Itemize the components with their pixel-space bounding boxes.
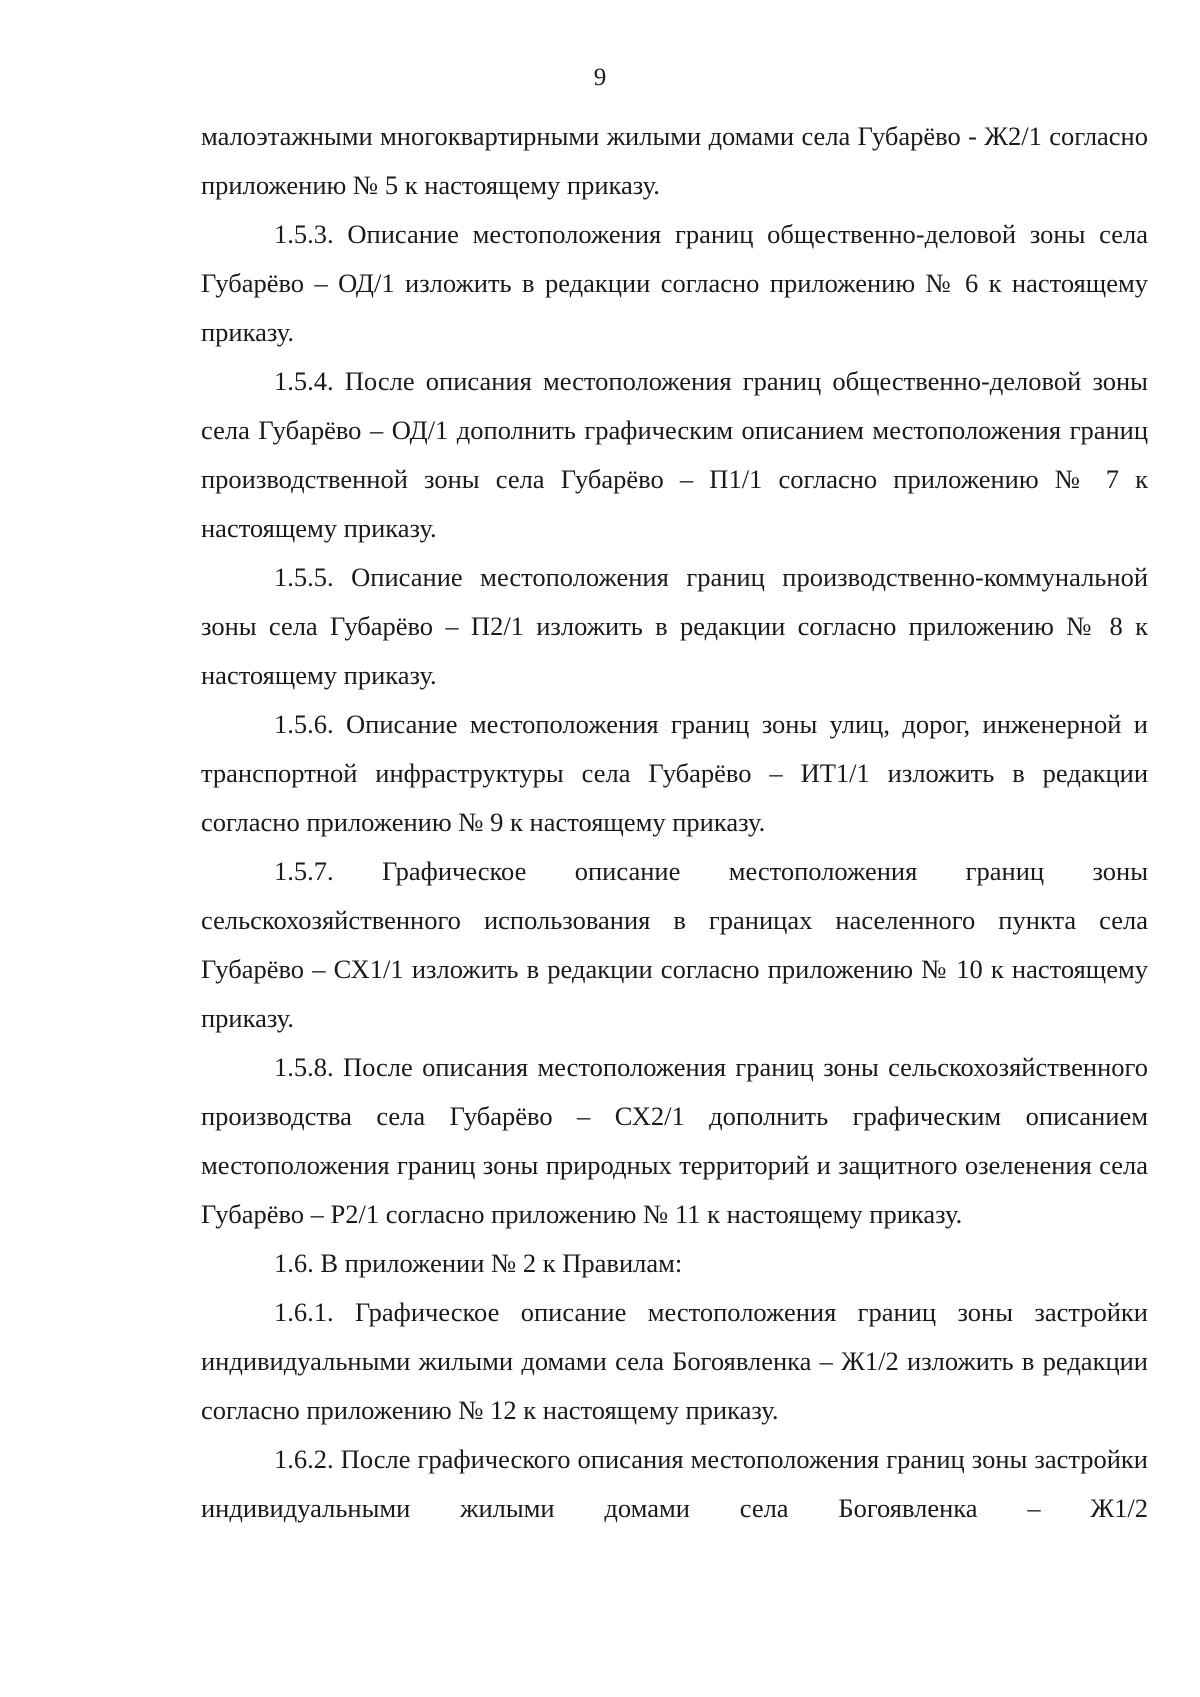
paragraph-1-5-7: 1.5.7. Графическое описание местоположения границ зоны сельскохозяйственного использования в границах населенного пункта села Губарёво – СХ1/1 изложить в редакции согласно приложению № 10 к настоящему приказу. <box>201 856 1148 1033</box>
paragraph-1-6-1: 1.6.1. Графическое описание местоположения границ зоны застройки индивидуальными жилыми домами села Богоявленка – Ж1/2 изложить в редакции согласно приложению № 12 к настоящему приказу. <box>201 1297 1148 1425</box>
paragraph-1-6: 1.6. В приложении № 2 к Правилам: <box>274 1248 683 1278</box>
document-body <box>201 112 1148 1533</box>
paragraph-1-5-6: 1.5.6. Описание местоположения границ зоны улиц, дорог, инженерной и транспортной инфраструктуры села Губарёво – ИТ1/1 изложить в редакции согласно приложению № 9 к настоящему приказу. <box>201 709 1148 837</box>
paragraph-1-5-5: 1.5.5. Описание местоположения границ производственно-коммунальной зоны села Губарёво – П2/1 изложить в редакции согласно приложению № 8 к настоящему приказу. <box>201 562 1148 690</box>
paragraph-1-5-8: 1.5.8. После описания местоположения границ зоны сельскохозяйственного производства села Губарёво – СХ2/1 дополнить графическим описанием местоположения границ зоны природных территорий и защитного озеленения села Губарёво – Р2/1 согласно приложению № 11 к настоящему приказу. <box>201 1052 1148 1229</box>
paragraph-continuation: малоэтажными многоквартирными жилыми домами села Губарёво - Ж2/1 согласно приложению № 5 к настоящему приказу. <box>201 121 1148 200</box>
paragraph-1-5-3: 1.5.3. Описание местоположения границ общественно-деловой зоны села Губарёво – ОД/1 изложить в редакции согласно приложению № 6 к настоящему приказу. <box>201 219 1148 347</box>
paragraph-1-5-4: 1.5.4. После описания местоположения границ общественно-деловой зоны села Губарёво – ОД/1 дополнить графическим описанием местоположения границ производственной зоны села Губарёво – П1/1 согласно приложению № 7 к настоящему приказу. <box>201 366 1148 543</box>
page-number: 9 <box>593 64 607 91</box>
paragraph-1-6-2: 1.6.2. После графического описания местоположения границ зоны застройки индивидуальными жилыми домами села Богоявленка – Ж1/2 <box>201 1444 1148 1523</box>
